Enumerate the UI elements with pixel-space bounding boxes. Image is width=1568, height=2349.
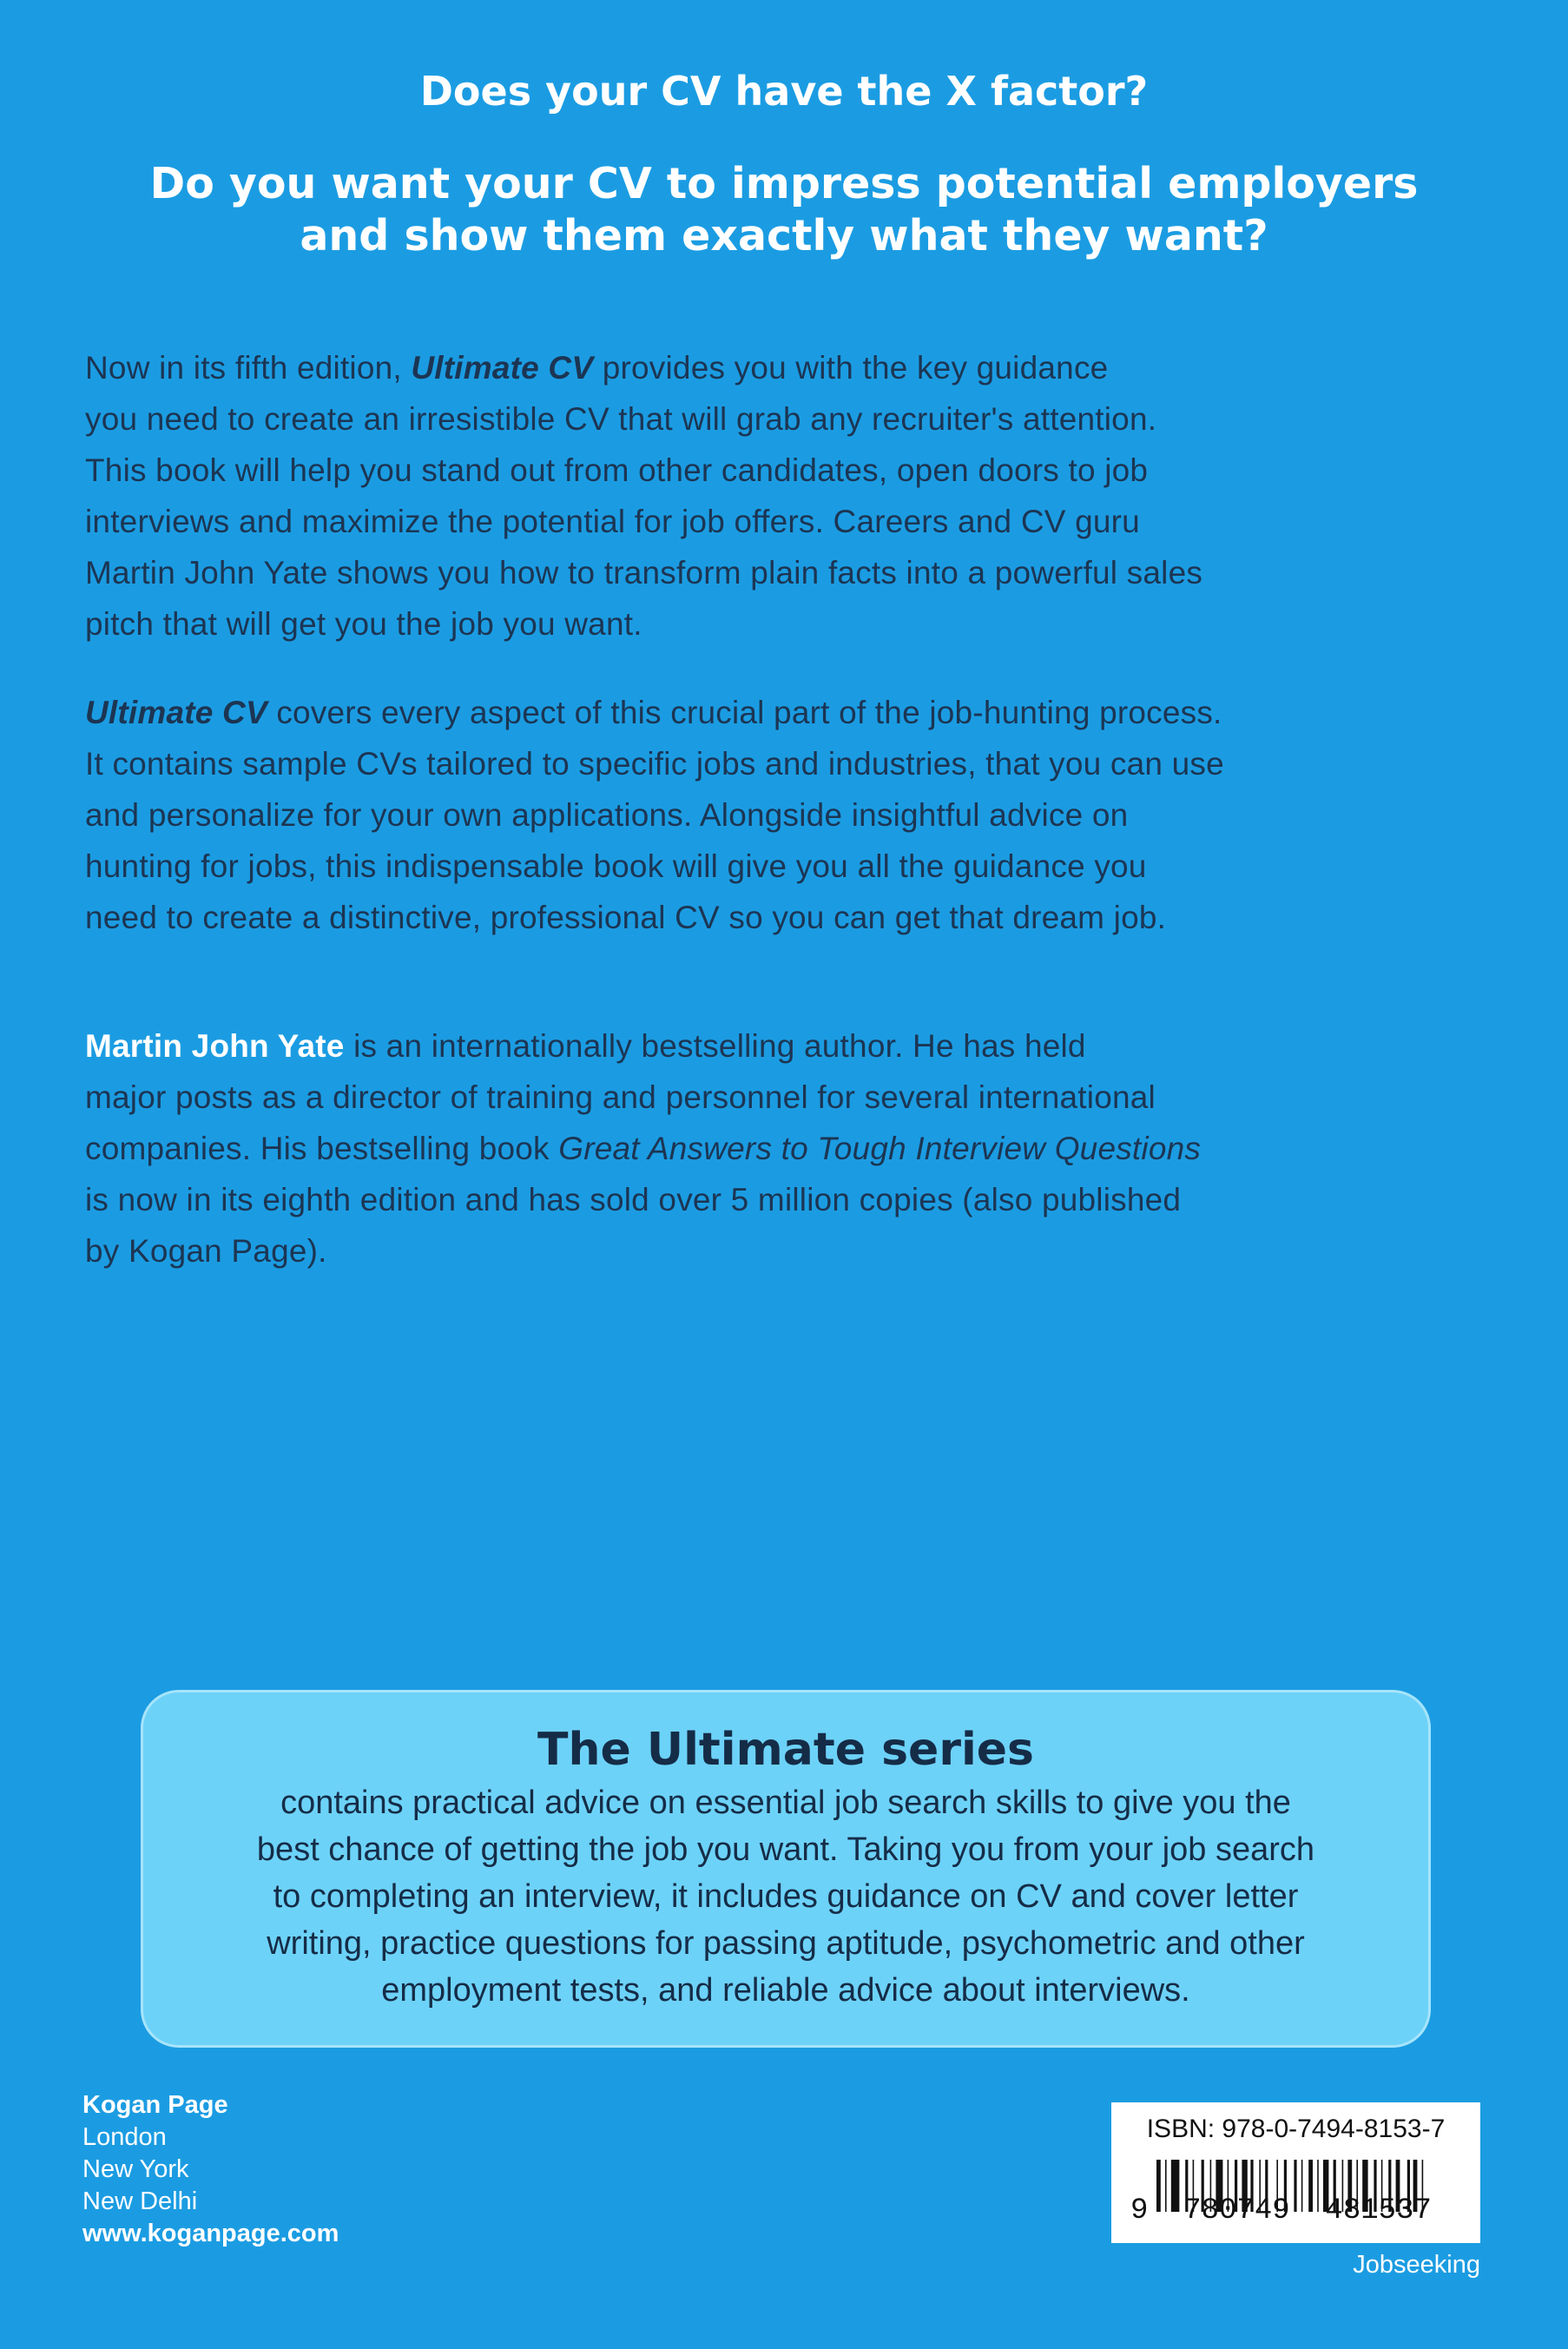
subheadline-line: Do you want your CV to impress potential employers xyxy=(149,159,1419,208)
publisher-info xyxy=(82,2089,339,2250)
paragraph-line xyxy=(85,687,1224,738)
text-segment: It contains sample CVs tailored to specific jobs and industries, that you can use xyxy=(85,746,1224,782)
paragraph-line xyxy=(85,393,1202,445)
paragraph-line xyxy=(85,892,1224,943)
paragraph-line xyxy=(85,1020,1201,1072)
barcode-digits: 9 780749 481537 xyxy=(1130,2194,1432,2227)
series-line: best chance of getting the job you want. Taking you from your job search xyxy=(256,1831,1315,1868)
subheadline-line: and show them exactly what they want? xyxy=(300,211,1268,261)
series-info-box xyxy=(141,1690,1431,2048)
emphasis-text: Ultimate CV xyxy=(411,350,594,386)
paragraph-line xyxy=(85,738,1224,789)
paragraph-line xyxy=(85,1225,1201,1277)
paragraph-line xyxy=(85,496,1202,547)
headline: Does your CV have the X factor? xyxy=(419,68,1149,115)
text-segment: Martin John Yate shows you how to transform plain facts into a powerful sales xyxy=(85,555,1203,591)
text-segment: This book will help you stand out from other candidates, open doors to job xyxy=(85,452,1149,488)
emphasis-text: Martin John Yate xyxy=(85,1028,345,1064)
paragraph-line xyxy=(85,1174,1201,1225)
category-label: Jobseeking xyxy=(1353,2251,1480,2279)
text-segment: is an internationally bestselling author. He has held xyxy=(344,1028,1086,1064)
text-segment: major posts as a director of training and personnel for several international xyxy=(85,1079,1156,1115)
series-description xyxy=(143,1779,1428,2014)
publisher-name: Kogan Page xyxy=(82,2091,228,2119)
emphasis-text: Great Answers to Tough Interview Questions xyxy=(558,1131,1202,1166)
coverage-paragraph xyxy=(85,687,1224,943)
text-segment: you need to create an irresistible CV that will grab any recruiter's attention. xyxy=(85,401,1157,437)
text-segment: companies. His bestselling book xyxy=(85,1131,559,1166)
text-segment: by Kogan Page). xyxy=(85,1233,327,1269)
paragraph-line xyxy=(85,1072,1201,1123)
series-line: writing, practice questions for passing aptitude, psychometric and other xyxy=(267,1925,1305,1962)
publisher-city: New Delhi xyxy=(82,2187,198,2215)
emphasis-text: Ultimate CV xyxy=(85,695,267,730)
series-line: contains practical advice on essential job search skills to give you the xyxy=(280,1785,1291,1821)
text-segment: Now in its fifth edition, xyxy=(85,350,412,386)
publisher-website: www.koganpage.com xyxy=(82,2220,339,2247)
series-line: to completing an interview, it includes guidance on CV and cover letter xyxy=(273,1878,1299,1915)
paragraph-line xyxy=(85,841,1224,892)
paragraph-line xyxy=(85,1123,1201,1174)
text-segment: provides you with the key guidance xyxy=(593,350,1109,386)
paragraph-line xyxy=(85,342,1202,393)
isbn-label: ISBN: 978-0-7494-8153-7 xyxy=(1146,2115,1446,2143)
series-title: The Ultimate series xyxy=(537,1724,1034,1776)
description-paragraph xyxy=(85,342,1202,650)
text-segment: interviews and maximize the potential for job offers. Careers and CV guru xyxy=(85,504,1140,539)
isbn-barcode-box xyxy=(1111,2102,1480,2243)
paragraph-line xyxy=(85,598,1202,650)
paragraph-line xyxy=(85,789,1224,841)
text-segment: covers every aspect of this crucial part of the job-hunting process. xyxy=(267,695,1222,730)
text-segment: pitch that will get you the job you want. xyxy=(85,606,642,642)
series-line: employment tests, and reliable advice about interviews. xyxy=(381,1972,1190,2009)
text-segment: is now in its eighth edition and has sold over 5 million copies (also published xyxy=(85,1182,1182,1217)
author-bio-paragraph xyxy=(85,1020,1201,1277)
subheadline xyxy=(0,158,1568,262)
paragraph-line xyxy=(85,547,1202,598)
paragraph-line xyxy=(85,445,1202,496)
text-segment: and personalize for your own applications. Alongside insightful advice on xyxy=(85,797,1129,833)
text-segment: need to create a distinctive, professional CV so you can get that dream job. xyxy=(85,900,1167,935)
publisher-city: London xyxy=(82,2123,167,2151)
text-segment: hunting for jobs, this indispensable book will give you all the guidance you xyxy=(85,848,1147,884)
publisher-city: New York xyxy=(82,2155,189,2183)
